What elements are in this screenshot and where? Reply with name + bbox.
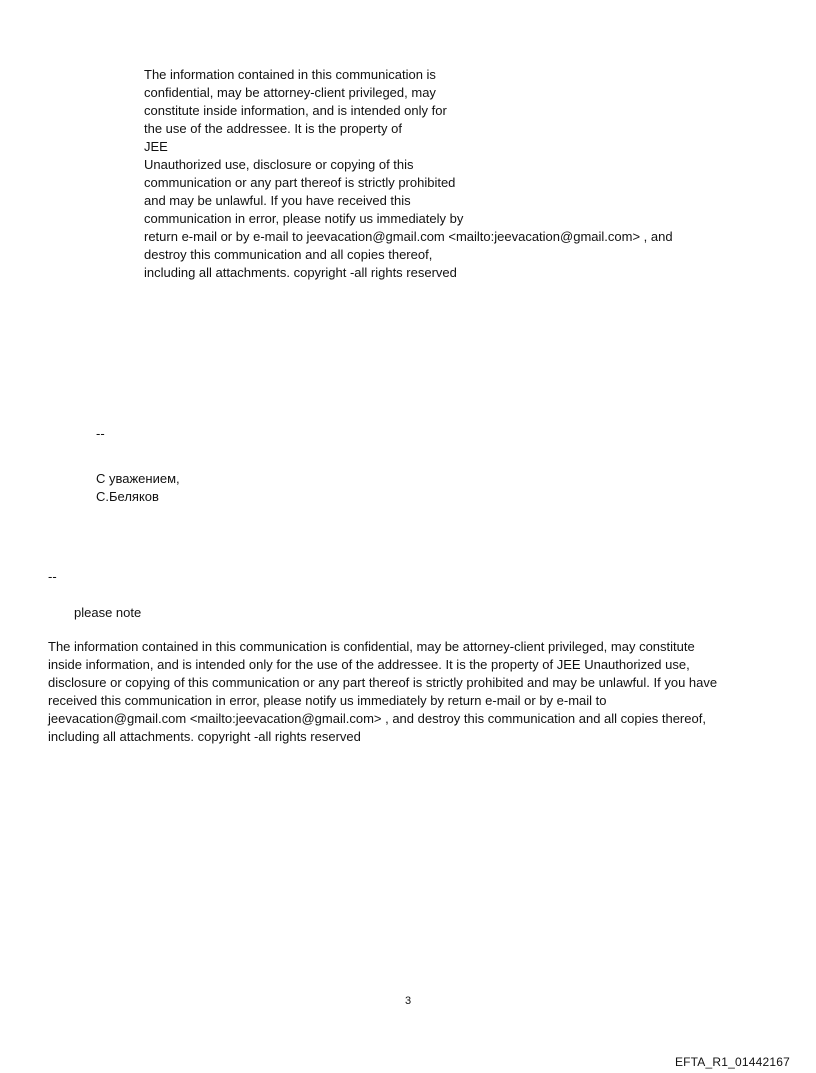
disclaimer-line: and may be unlawful. If you have received this (144, 193, 411, 208)
note-label: please note (74, 605, 142, 620)
disclaimer-line: constitute inside information, and is intended only for (144, 103, 447, 118)
disclaimer-line: Unauthorized use, disclosure or copying of this (144, 157, 414, 172)
indented-disclaimer (144, 66, 673, 282)
disclaimer-line: communication or any part thereof is strictly prohibited (144, 175, 456, 190)
full-disclaimer-line: received this communication in error, please notify us immediately by return e-mail or by e-mail to (48, 693, 607, 708)
disclaimer-line: confidential, may be attorney-client privileged, may (144, 85, 436, 100)
page-number: 3 (404, 995, 412, 1007)
disclaimer-line: communication in error, please notify us immediately by (144, 211, 464, 226)
full-disclaimer-line: including all attachments. copyright -all rights reserved (48, 729, 361, 744)
document-id: EFTA_R1_01442167 (674, 1055, 790, 1069)
full-disclaimer (48, 638, 717, 746)
disclaimer-line: including all attachments. copyright -all rights reserved (144, 265, 457, 280)
full-disclaimer-line: The information contained in this communication is confidential, may be attorney-client privileged, may constitute (48, 639, 695, 654)
signature-gap (96, 443, 180, 470)
signature-block (96, 425, 180, 506)
full-disclaimer-line: disclosure or copying of this communication or any part thereof is strictly prohibited and may be unlawful. If you have (48, 675, 718, 690)
signature-name: С.Беляков (96, 489, 159, 504)
disclaimer-line: The information contained in this communication is (144, 67, 436, 82)
full-disclaimer-line-email[interactable]: jeevacation@gmail.com <mailto:jeevacation@gmail.com> , and destroy this communication and all copies thereof, (48, 711, 706, 726)
disclaimer-line-email[interactable]: return e-mail or by e-mail to jeevacation@gmail.com <mailto:jeevacation@gmail.com> , and (144, 229, 673, 244)
signature-greeting: С уважением, (96, 471, 180, 486)
signature-dashes: -- (96, 426, 105, 441)
disclaimer-line: the use of the addressee. It is the property of (144, 121, 402, 136)
full-disclaimer-line: inside information, and is intended only for the use of the addressee. It is the property of JEE Unauthorized use, (48, 657, 690, 672)
disclaimer-line: destroy this communication and all copies thereof, (144, 247, 433, 262)
disclaimer-line: JEE (144, 139, 168, 154)
separator-dashes: -- (48, 569, 57, 584)
